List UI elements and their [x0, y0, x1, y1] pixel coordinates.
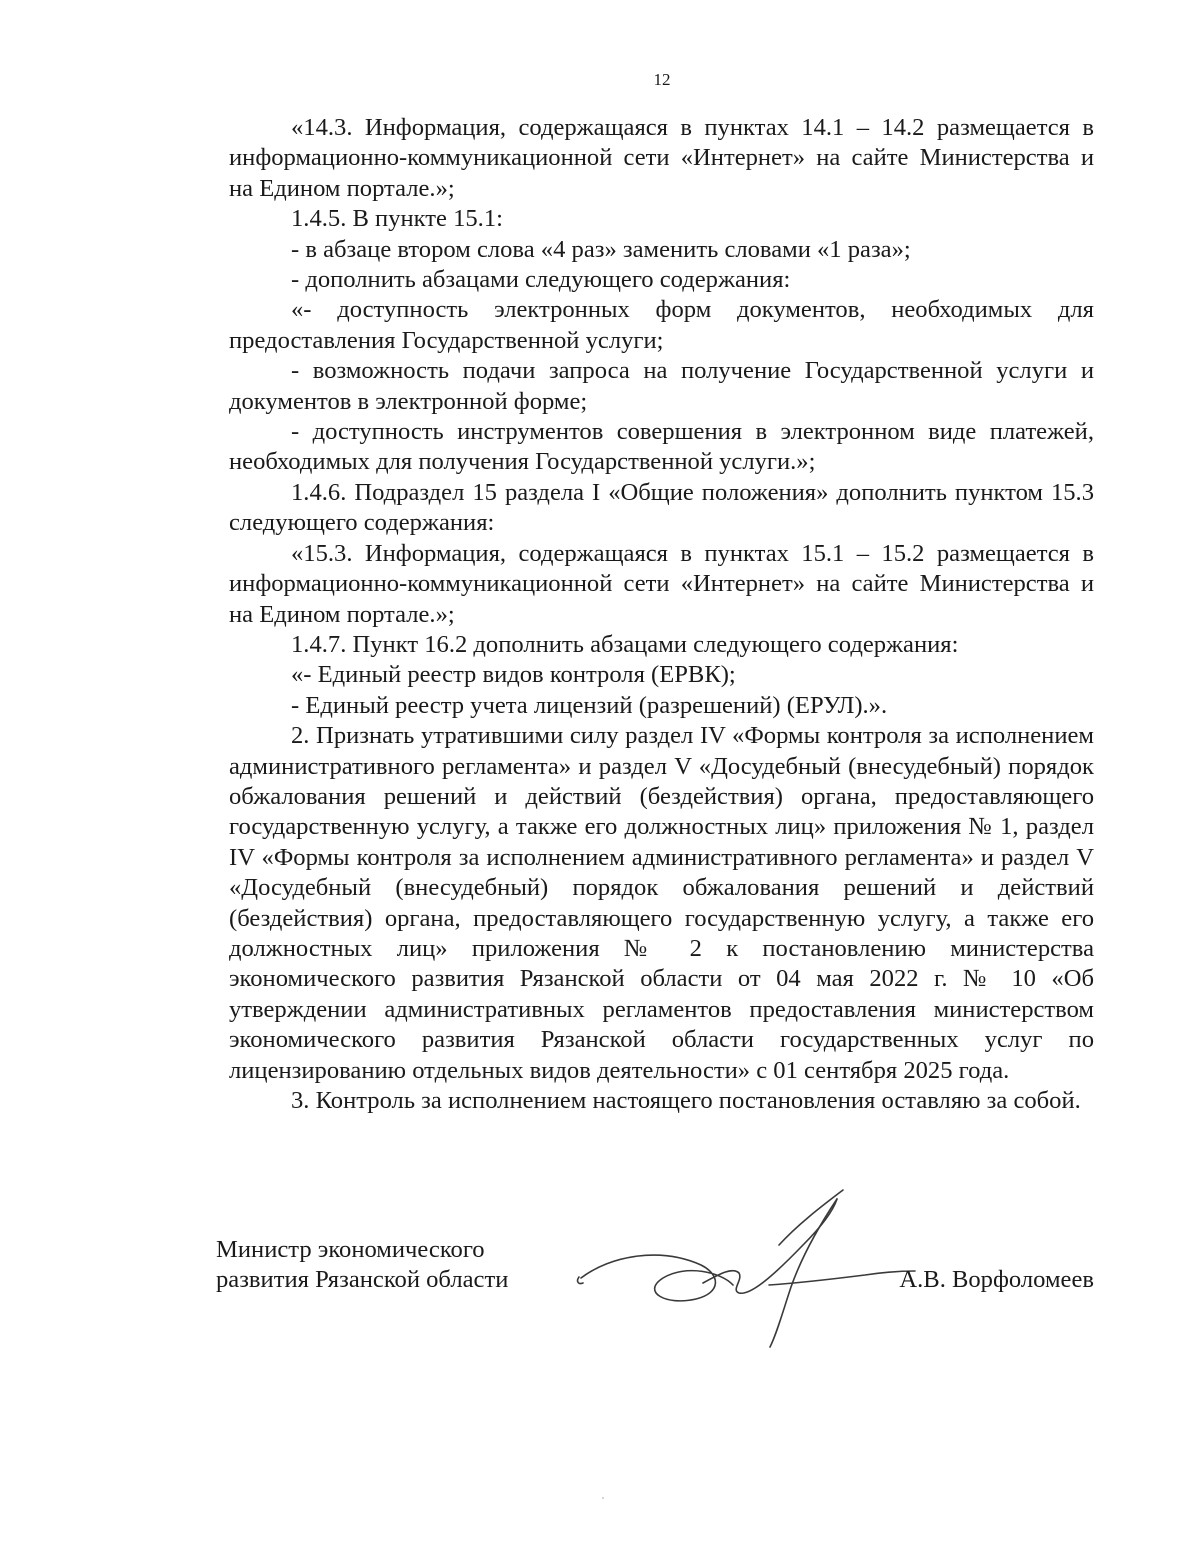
paragraph-15-3: «15.3. Информация, содержащаяся в пунктах 15.1 – 15.2 размещается в информационно-коммуникационной сети «Интернет» на сайте Министерства и на Едином портале.»; [229, 539, 1094, 628]
paragraph-replace-words: - в абзаце втором слова «4 раз» заменить словами «1 раза»; [291, 235, 911, 263]
document-body [229, 113, 1094, 1116]
paragraph-electronic-forms: «- доступность электронных форм документов, необходимых для предоставления Государственной услуги; [229, 296, 1094, 354]
paragraph-2-repeal: 2. Признать утратившими силу раздел IV «Формы контроля за исполнением административного регламента» и раздел V «Досудебный (внесудебный) порядок обжалования решений и действий (бездействия) органа, предоставляющего государственную услугу, а также его должностных лиц» приложения № 1, раздел IV «Формы контроля за исполнением административного регламента» и раздел V «Досудебный (внесудебный) порядок обжалования решений и действий (бездействия) органа, предоставляющего государственную услугу, а также его должностных лиц» приложения № 2 к постановлению министерства экономического развития Рязанской области от 04 мая 2022 г. № 10 «Об утверждении административных регламентов предоставления министерством экономического развития Рязанской области государственных услуг по лицензированию отдельных видов деятельности» с 01 сентября 2025 года. [229, 722, 1094, 1084]
paragraph-3-control: 3. Контроль за исполнением настоящего постановления оставляю за собой. [291, 1087, 1081, 1114]
page-number: 12 [653, 70, 671, 89]
signer-title-line-1: Министр экономического [216, 1236, 485, 1263]
scan-artifact-dot [602, 1497, 604, 1499]
signature-block [216, 1235, 1094, 1375]
handwritten-signature [571, 1175, 931, 1375]
signer-title-line-2: развития Рязанской области [216, 1266, 509, 1294]
signature-strokes [578, 1190, 915, 1347]
paragraph-erul: - Единый реестр учета лицензий (разрешений) (ЕРУЛ).». [291, 691, 888, 719]
paragraph-14-3: «14.3. Информация, содержащаяся в пунктах 14.1 – 14.2 размещается в информационно-коммуникационной сети «Интернет» на сайте Министерства и на Едином портале.»; [229, 114, 1094, 202]
paragraph-ervk: «- Единый реестр видов контроля (ЕРВК); [291, 661, 736, 689]
paragraph-request-submission: - возможность подачи запроса на получение Государственной услуги и документов в электронной форме; [229, 357, 1094, 415]
paragraph-payment-tools: - доступность инструментов совершения в электронном виде платежей, необходимых для получения Государственной услуги.»; [229, 418, 1094, 476]
paragraph-add-paragraphs: - дополнить абзацами следующего содержания: [291, 266, 791, 294]
paragraph-1-4-6: 1.4.6. Подраздел 15 раздела I «Общие положения» дополнить пунктом 15.3 следующего содержания: [229, 478, 1094, 537]
paragraph-1-4-5: 1.4.5. В пункте 15.1: [291, 205, 503, 233]
signer-title [216, 1235, 556, 1296]
paragraph-1-4-7: 1.4.7. Пункт 16.2 дополнить абзацами следующего содержания: [291, 630, 959, 658]
signer-name: А.В. Ворфоломеев [899, 1266, 1094, 1293]
